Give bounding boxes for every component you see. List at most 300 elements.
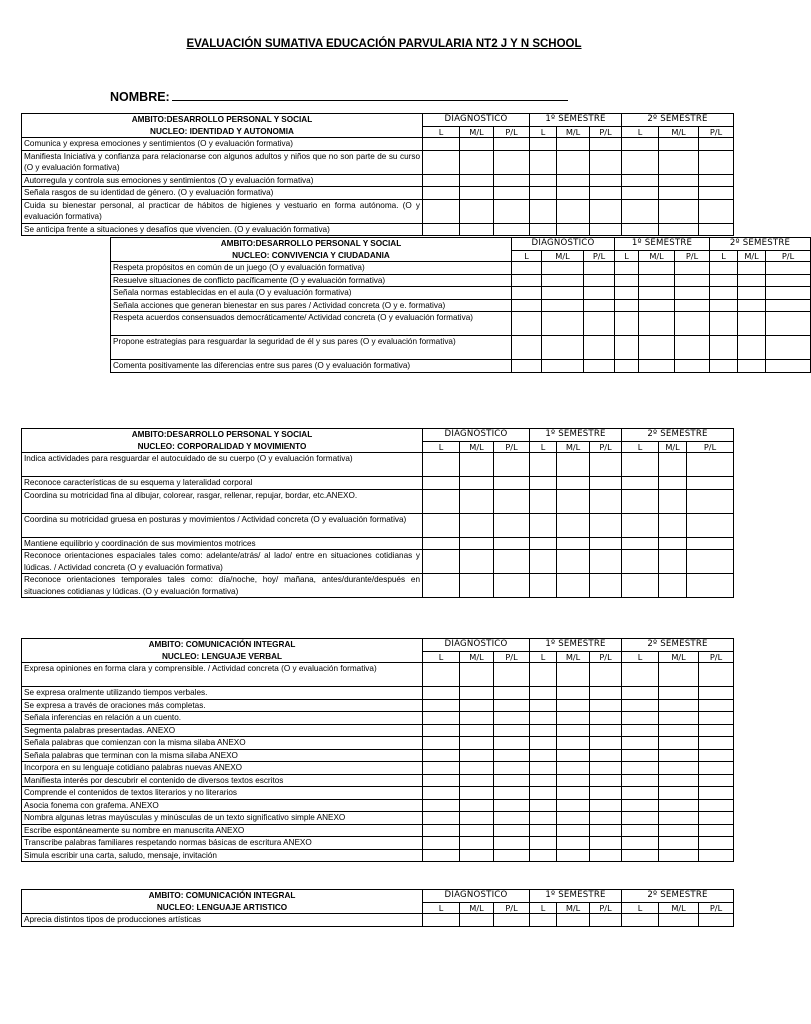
evaluation-cell[interactable] (557, 849, 590, 862)
evaluation-cell[interactable] (494, 687, 530, 700)
evaluation-cell[interactable] (659, 663, 699, 687)
evaluation-cell[interactable] (542, 274, 584, 287)
evaluation-cell[interactable] (738, 312, 766, 336)
evaluation-cell[interactable] (699, 199, 734, 223)
evaluation-cell[interactable] (622, 837, 659, 850)
evaluation-cell[interactable] (494, 138, 530, 151)
evaluation-cell[interactable] (699, 223, 734, 236)
evaluation-cell[interactable] (659, 837, 699, 850)
evaluation-cell[interactable] (530, 477, 557, 490)
evaluation-cell[interactable] (460, 762, 494, 775)
evaluation-cell[interactable] (659, 489, 687, 513)
evaluation-cell[interactable] (530, 724, 557, 737)
evaluation-cell[interactable] (622, 550, 659, 574)
evaluation-cell[interactable] (675, 299, 710, 312)
evaluation-cell[interactable] (590, 187, 622, 200)
evaluation-cell[interactable] (659, 699, 699, 712)
evaluation-cell[interactable] (639, 262, 675, 275)
evaluation-cell[interactable] (460, 199, 494, 223)
evaluation-cell[interactable] (530, 824, 557, 837)
evaluation-cell[interactable] (512, 262, 542, 275)
evaluation-cell[interactable] (699, 914, 734, 927)
evaluation-cell[interactable] (423, 150, 460, 174)
evaluation-cell[interactable] (699, 774, 734, 787)
evaluation-cell[interactable] (590, 799, 622, 812)
evaluation-cell[interactable] (584, 287, 615, 300)
evaluation-cell[interactable] (460, 187, 494, 200)
evaluation-cell[interactable] (590, 849, 622, 862)
evaluation-cell[interactable] (423, 837, 460, 850)
evaluation-cell[interactable] (557, 489, 590, 513)
evaluation-cell[interactable] (738, 262, 766, 275)
evaluation-cell[interactable] (687, 513, 734, 537)
evaluation-cell[interactable] (423, 223, 460, 236)
evaluation-cell[interactable] (615, 262, 639, 275)
evaluation-cell[interactable] (530, 799, 557, 812)
evaluation-cell[interactable] (557, 687, 590, 700)
evaluation-cell[interactable] (542, 360, 584, 373)
evaluation-cell[interactable] (460, 537, 494, 550)
evaluation-cell[interactable] (710, 360, 738, 373)
evaluation-cell[interactable] (423, 824, 460, 837)
evaluation-cell[interactable] (699, 737, 734, 750)
evaluation-cell[interactable] (460, 453, 494, 477)
evaluation-cell[interactable] (766, 336, 811, 360)
evaluation-cell[interactable] (590, 513, 622, 537)
evaluation-cell[interactable] (699, 138, 734, 151)
evaluation-cell[interactable] (659, 774, 699, 787)
evaluation-cell[interactable] (738, 336, 766, 360)
nombre-field[interactable] (110, 88, 568, 104)
evaluation-cell[interactable] (512, 287, 542, 300)
evaluation-cell[interactable] (659, 174, 699, 187)
evaluation-cell[interactable] (542, 299, 584, 312)
evaluation-cell[interactable] (494, 762, 530, 775)
evaluation-cell[interactable] (622, 749, 659, 762)
evaluation-cell[interactable] (622, 223, 659, 236)
evaluation-cell[interactable] (557, 187, 590, 200)
evaluation-cell[interactable] (590, 453, 622, 477)
evaluation-cell[interactable] (460, 774, 494, 787)
evaluation-cell[interactable] (639, 312, 675, 336)
evaluation-cell[interactable] (423, 799, 460, 812)
evaluation-cell[interactable] (738, 274, 766, 287)
evaluation-cell[interactable] (530, 663, 557, 687)
evaluation-cell[interactable] (615, 274, 639, 287)
evaluation-cell[interactable] (423, 712, 460, 725)
evaluation-cell[interactable] (622, 737, 659, 750)
evaluation-cell[interactable] (584, 336, 615, 360)
evaluation-cell[interactable] (590, 199, 622, 223)
evaluation-cell[interactable] (460, 749, 494, 762)
evaluation-cell[interactable] (512, 360, 542, 373)
evaluation-cell[interactable] (590, 550, 622, 574)
evaluation-cell[interactable] (659, 138, 699, 151)
evaluation-cell[interactable] (590, 699, 622, 712)
evaluation-cell[interactable] (423, 174, 460, 187)
evaluation-cell[interactable] (590, 749, 622, 762)
evaluation-cell[interactable] (659, 712, 699, 725)
evaluation-cell[interactable] (557, 787, 590, 800)
evaluation-cell[interactable] (687, 477, 734, 490)
evaluation-cell[interactable] (699, 187, 734, 200)
evaluation-cell[interactable] (675, 262, 710, 275)
evaluation-cell[interactable] (675, 360, 710, 373)
evaluation-cell[interactable] (530, 513, 557, 537)
evaluation-cell[interactable] (530, 199, 557, 223)
evaluation-cell[interactable] (584, 274, 615, 287)
evaluation-cell[interactable] (687, 453, 734, 477)
evaluation-cell[interactable] (530, 550, 557, 574)
evaluation-cell[interactable] (530, 749, 557, 762)
evaluation-cell[interactable] (622, 787, 659, 800)
evaluation-cell[interactable] (557, 223, 590, 236)
evaluation-cell[interactable] (557, 550, 590, 574)
evaluation-cell[interactable] (512, 299, 542, 312)
nombre-blank-line[interactable] (172, 88, 568, 101)
evaluation-cell[interactable] (557, 712, 590, 725)
evaluation-cell[interactable] (494, 489, 530, 513)
evaluation-cell[interactable] (460, 914, 494, 927)
evaluation-cell[interactable] (622, 774, 659, 787)
evaluation-cell[interactable] (423, 737, 460, 750)
evaluation-cell[interactable] (530, 737, 557, 750)
evaluation-cell[interactable] (530, 174, 557, 187)
evaluation-cell[interactable] (622, 513, 659, 537)
evaluation-cell[interactable] (584, 299, 615, 312)
evaluation-cell[interactable] (699, 749, 734, 762)
evaluation-cell[interactable] (423, 138, 460, 151)
evaluation-cell[interactable] (557, 914, 590, 927)
evaluation-cell[interactable] (460, 489, 494, 513)
evaluation-cell[interactable] (557, 453, 590, 477)
evaluation-cell[interactable] (494, 699, 530, 712)
evaluation-cell[interactable] (460, 799, 494, 812)
evaluation-cell[interactable] (590, 223, 622, 236)
evaluation-cell[interactable] (699, 174, 734, 187)
evaluation-cell[interactable] (590, 138, 622, 151)
evaluation-cell[interactable] (557, 774, 590, 787)
evaluation-cell[interactable] (710, 287, 738, 300)
evaluation-cell[interactable] (557, 837, 590, 850)
evaluation-cell[interactable] (530, 914, 557, 927)
evaluation-cell[interactable] (615, 312, 639, 336)
evaluation-cell[interactable] (530, 574, 557, 598)
evaluation-cell[interactable] (766, 312, 811, 336)
evaluation-cell[interactable] (530, 837, 557, 850)
evaluation-cell[interactable] (460, 724, 494, 737)
evaluation-cell[interactable] (530, 687, 557, 700)
evaluation-cell[interactable] (542, 312, 584, 336)
evaluation-cell[interactable] (699, 787, 734, 800)
evaluation-cell[interactable] (557, 749, 590, 762)
evaluation-cell[interactable] (659, 687, 699, 700)
evaluation-cell[interactable] (699, 812, 734, 825)
evaluation-cell[interactable] (542, 262, 584, 275)
evaluation-cell[interactable] (659, 199, 699, 223)
evaluation-cell[interactable] (622, 799, 659, 812)
evaluation-cell[interactable] (530, 849, 557, 862)
evaluation-cell[interactable] (494, 663, 530, 687)
evaluation-cell[interactable] (494, 513, 530, 537)
evaluation-cell[interactable] (622, 824, 659, 837)
evaluation-cell[interactable] (615, 336, 639, 360)
evaluation-cell[interactable] (423, 749, 460, 762)
evaluation-cell[interactable] (590, 724, 622, 737)
evaluation-cell[interactable] (659, 223, 699, 236)
evaluation-cell[interactable] (622, 150, 659, 174)
evaluation-cell[interactable] (530, 489, 557, 513)
evaluation-cell[interactable] (615, 299, 639, 312)
evaluation-cell[interactable] (675, 287, 710, 300)
evaluation-cell[interactable] (639, 299, 675, 312)
evaluation-cell[interactable] (557, 762, 590, 775)
evaluation-cell[interactable] (530, 150, 557, 174)
evaluation-cell[interactable] (423, 724, 460, 737)
evaluation-cell[interactable] (590, 150, 622, 174)
evaluation-cell[interactable] (590, 737, 622, 750)
evaluation-cell[interactable] (494, 787, 530, 800)
evaluation-cell[interactable] (494, 774, 530, 787)
evaluation-cell[interactable] (494, 574, 530, 598)
evaluation-cell[interactable] (615, 360, 639, 373)
evaluation-cell[interactable] (460, 687, 494, 700)
evaluation-cell[interactable] (699, 150, 734, 174)
evaluation-cell[interactable] (584, 312, 615, 336)
evaluation-cell[interactable] (557, 799, 590, 812)
evaluation-cell[interactable] (460, 824, 494, 837)
evaluation-cell[interactable] (460, 787, 494, 800)
evaluation-cell[interactable] (530, 537, 557, 550)
evaluation-cell[interactable] (557, 138, 590, 151)
evaluation-cell[interactable] (423, 699, 460, 712)
evaluation-cell[interactable] (494, 799, 530, 812)
evaluation-cell[interactable] (687, 574, 734, 598)
evaluation-cell[interactable] (460, 150, 494, 174)
evaluation-cell[interactable] (659, 849, 699, 862)
evaluation-cell[interactable] (530, 712, 557, 725)
evaluation-cell[interactable] (460, 574, 494, 598)
evaluation-cell[interactable] (423, 914, 460, 927)
evaluation-cell[interactable] (622, 574, 659, 598)
evaluation-cell[interactable] (766, 360, 811, 373)
evaluation-cell[interactable] (622, 199, 659, 223)
evaluation-cell[interactable] (494, 849, 530, 862)
evaluation-cell[interactable] (615, 287, 639, 300)
evaluation-cell[interactable] (622, 187, 659, 200)
evaluation-cell[interactable] (530, 453, 557, 477)
evaluation-cell[interactable] (675, 312, 710, 336)
evaluation-cell[interactable] (710, 262, 738, 275)
evaluation-cell[interactable] (542, 336, 584, 360)
evaluation-cell[interactable] (557, 812, 590, 825)
evaluation-cell[interactable] (557, 663, 590, 687)
evaluation-cell[interactable] (530, 812, 557, 825)
evaluation-cell[interactable] (687, 550, 734, 574)
evaluation-cell[interactable] (557, 724, 590, 737)
evaluation-cell[interactable] (699, 849, 734, 862)
evaluation-cell[interactable] (659, 574, 687, 598)
evaluation-cell[interactable] (590, 762, 622, 775)
evaluation-cell[interactable] (494, 812, 530, 825)
evaluation-cell[interactable] (622, 138, 659, 151)
evaluation-cell[interactable] (659, 749, 699, 762)
evaluation-cell[interactable] (659, 762, 699, 775)
evaluation-cell[interactable] (460, 138, 494, 151)
evaluation-cell[interactable] (659, 550, 687, 574)
evaluation-cell[interactable] (639, 274, 675, 287)
evaluation-cell[interactable] (512, 312, 542, 336)
evaluation-cell[interactable] (675, 336, 710, 360)
evaluation-cell[interactable] (622, 849, 659, 862)
evaluation-cell[interactable] (494, 187, 530, 200)
evaluation-cell[interactable] (530, 223, 557, 236)
evaluation-cell[interactable] (494, 749, 530, 762)
evaluation-cell[interactable] (710, 312, 738, 336)
evaluation-cell[interactable] (557, 513, 590, 537)
evaluation-cell[interactable] (590, 812, 622, 825)
evaluation-cell[interactable] (512, 336, 542, 360)
evaluation-cell[interactable] (494, 537, 530, 550)
evaluation-cell[interactable] (590, 712, 622, 725)
evaluation-cell[interactable] (423, 513, 460, 537)
evaluation-cell[interactable] (699, 712, 734, 725)
evaluation-cell[interactable] (460, 174, 494, 187)
evaluation-cell[interactable] (460, 812, 494, 825)
evaluation-cell[interactable] (738, 360, 766, 373)
evaluation-cell[interactable] (494, 223, 530, 236)
evaluation-cell[interactable] (494, 712, 530, 725)
evaluation-cell[interactable] (557, 574, 590, 598)
evaluation-cell[interactable] (622, 174, 659, 187)
evaluation-cell[interactable] (622, 453, 659, 477)
evaluation-cell[interactable] (590, 663, 622, 687)
evaluation-cell[interactable] (766, 287, 811, 300)
evaluation-cell[interactable] (530, 187, 557, 200)
evaluation-cell[interactable] (659, 513, 687, 537)
evaluation-cell[interactable] (622, 762, 659, 775)
evaluation-cell[interactable] (659, 787, 699, 800)
evaluation-cell[interactable] (639, 336, 675, 360)
evaluation-cell[interactable] (622, 724, 659, 737)
evaluation-cell[interactable] (699, 799, 734, 812)
evaluation-cell[interactable] (590, 914, 622, 927)
evaluation-cell[interactable] (494, 824, 530, 837)
evaluation-cell[interactable] (699, 687, 734, 700)
evaluation-cell[interactable] (423, 787, 460, 800)
evaluation-cell[interactable] (423, 812, 460, 825)
evaluation-cell[interactable] (557, 150, 590, 174)
evaluation-cell[interactable] (423, 477, 460, 490)
evaluation-cell[interactable] (423, 187, 460, 200)
evaluation-cell[interactable] (590, 774, 622, 787)
evaluation-cell[interactable] (687, 537, 734, 550)
evaluation-cell[interactable] (590, 787, 622, 800)
evaluation-cell[interactable] (423, 537, 460, 550)
evaluation-cell[interactable] (494, 453, 530, 477)
evaluation-cell[interactable] (557, 199, 590, 223)
evaluation-cell[interactable] (557, 477, 590, 490)
evaluation-cell[interactable] (622, 663, 659, 687)
evaluation-cell[interactable] (494, 914, 530, 927)
evaluation-cell[interactable] (557, 537, 590, 550)
evaluation-cell[interactable] (622, 712, 659, 725)
evaluation-cell[interactable] (460, 513, 494, 537)
evaluation-cell[interactable] (699, 663, 734, 687)
evaluation-cell[interactable] (530, 699, 557, 712)
evaluation-cell[interactable] (530, 787, 557, 800)
evaluation-cell[interactable] (699, 724, 734, 737)
evaluation-cell[interactable] (423, 774, 460, 787)
evaluation-cell[interactable] (557, 824, 590, 837)
evaluation-cell[interactable] (699, 837, 734, 850)
evaluation-cell[interactable] (460, 477, 494, 490)
evaluation-cell[interactable] (699, 699, 734, 712)
evaluation-cell[interactable] (699, 762, 734, 775)
evaluation-cell[interactable] (659, 477, 687, 490)
evaluation-cell[interactable] (639, 287, 675, 300)
evaluation-cell[interactable] (494, 150, 530, 174)
evaluation-cell[interactable] (590, 687, 622, 700)
evaluation-cell[interactable] (659, 187, 699, 200)
evaluation-cell[interactable] (460, 837, 494, 850)
evaluation-cell[interactable] (460, 712, 494, 725)
evaluation-cell[interactable] (738, 299, 766, 312)
evaluation-cell[interactable] (494, 174, 530, 187)
evaluation-cell[interactable] (659, 812, 699, 825)
evaluation-cell[interactable] (687, 489, 734, 513)
evaluation-cell[interactable] (584, 262, 615, 275)
evaluation-cell[interactable] (590, 477, 622, 490)
evaluation-cell[interactable] (460, 223, 494, 236)
evaluation-cell[interactable] (423, 489, 460, 513)
evaluation-cell[interactable] (659, 724, 699, 737)
evaluation-cell[interactable] (590, 837, 622, 850)
evaluation-cell[interactable] (622, 914, 659, 927)
evaluation-cell[interactable] (659, 799, 699, 812)
evaluation-cell[interactable] (423, 453, 460, 477)
evaluation-cell[interactable] (738, 287, 766, 300)
evaluation-cell[interactable] (530, 774, 557, 787)
evaluation-cell[interactable] (659, 537, 687, 550)
evaluation-cell[interactable] (423, 199, 460, 223)
evaluation-cell[interactable] (622, 687, 659, 700)
evaluation-cell[interactable] (590, 574, 622, 598)
evaluation-cell[interactable] (423, 550, 460, 574)
evaluation-cell[interactable] (622, 699, 659, 712)
evaluation-cell[interactable] (659, 914, 699, 927)
evaluation-cell[interactable] (460, 699, 494, 712)
evaluation-cell[interactable] (423, 849, 460, 862)
evaluation-cell[interactable] (766, 274, 811, 287)
evaluation-cell[interactable] (423, 574, 460, 598)
evaluation-cell[interactable] (675, 274, 710, 287)
evaluation-cell[interactable] (659, 150, 699, 174)
evaluation-cell[interactable] (460, 737, 494, 750)
evaluation-cell[interactable] (423, 762, 460, 775)
evaluation-cell[interactable] (460, 550, 494, 574)
evaluation-cell[interactable] (622, 477, 659, 490)
evaluation-cell[interactable] (622, 537, 659, 550)
evaluation-cell[interactable] (530, 138, 557, 151)
evaluation-cell[interactable] (512, 274, 542, 287)
evaluation-cell[interactable] (590, 824, 622, 837)
evaluation-cell[interactable] (423, 663, 460, 687)
evaluation-cell[interactable] (494, 477, 530, 490)
evaluation-cell[interactable] (590, 489, 622, 513)
evaluation-cell[interactable] (423, 687, 460, 700)
evaluation-cell[interactable] (557, 699, 590, 712)
